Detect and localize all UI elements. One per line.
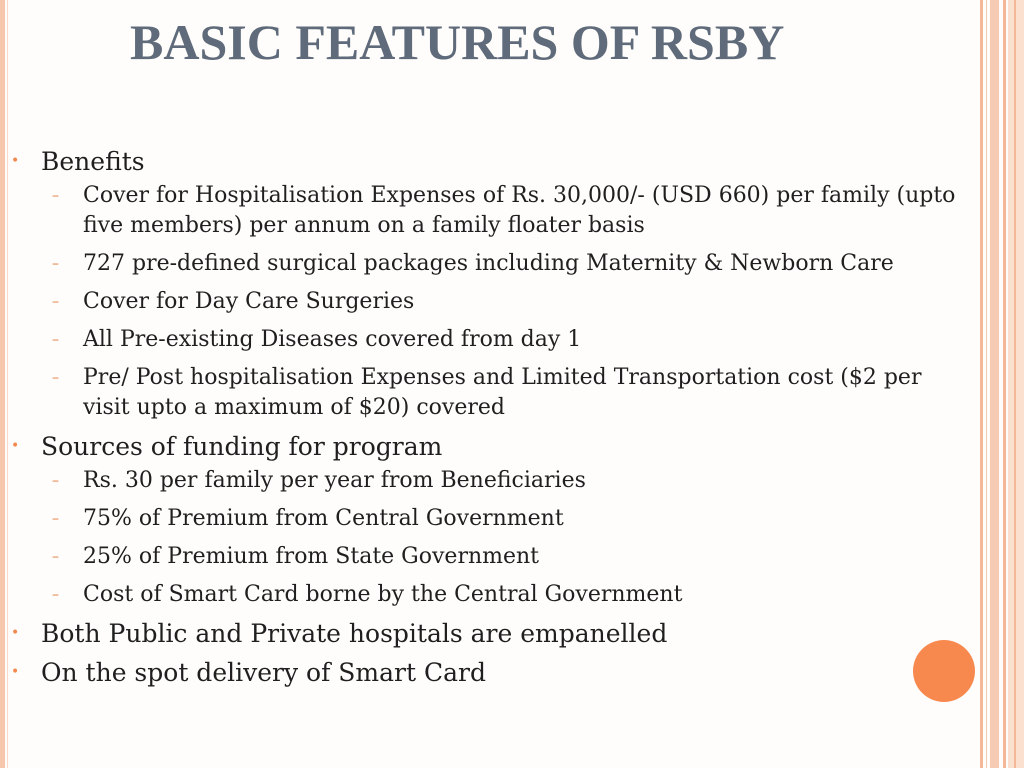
sub-item (10, 542, 975, 572)
right-stripe (990, 0, 999, 768)
sub-item (10, 363, 975, 423)
dash-icon: – (52, 256, 59, 272)
bullet-item (10, 146, 975, 423)
dash-icon: – (52, 473, 59, 489)
sub-item-text: 25% of Premium from State Government (83, 544, 540, 569)
sub-item (10, 466, 975, 496)
bullet-icon: • (11, 664, 20, 680)
bullet-text: Both Public and Private hospitals are empanelled (41, 619, 668, 648)
bullet-text: Benefits (41, 147, 145, 176)
right-stripe (1008, 0, 1024, 768)
dash-icon: – (52, 188, 59, 204)
bullet-list (10, 146, 975, 696)
slide-title: BASIC FEATURES OF RSBY (130, 14, 785, 70)
sub-item-text: Pre/ Post hospitalisation Expenses and Limited Transportation cost ($2 per visit upto a maximum of $20) covered (83, 365, 922, 420)
right-stripe (1014, 0, 1016, 768)
right-stripe (1003, 0, 1006, 768)
sub-item (10, 287, 975, 317)
bullet-icon: • (11, 625, 20, 641)
sub-item-text: 727 pre-defined surgical packages including Maternity & Newborn Care (83, 251, 894, 276)
decorative-circle (913, 640, 975, 702)
left-border-line (7, 0, 8, 768)
right-stripe (986, 0, 987, 768)
dash-icon: – (52, 294, 59, 310)
sub-list (41, 181, 975, 423)
bullet-item (10, 431, 975, 610)
sub-item (10, 580, 975, 610)
sub-item-text: 75% of Premium from Central Government (83, 506, 564, 531)
bullet-text: Sources of funding for program (41, 432, 443, 461)
dash-icon: – (52, 511, 59, 527)
dash-icon: – (52, 549, 59, 565)
sub-item-text: Cover for Day Care Surgeries (83, 289, 415, 314)
sub-item-text: All Pre-existing Diseases covered from day 1 (83, 327, 582, 352)
dash-icon: – (52, 587, 59, 603)
sub-list (41, 466, 975, 610)
sub-item-text: Cost of Smart Card borne by the Central Government (83, 582, 683, 607)
bullet-icon: • (11, 438, 20, 454)
bullet-text: On the spot delivery of Smart Card (41, 658, 486, 687)
sub-item (10, 181, 975, 241)
sub-item (10, 504, 975, 534)
bullet-icon: • (11, 153, 20, 169)
sub-item-text: Rs. 30 per family per year from Beneficiaries (83, 468, 586, 493)
sub-item-text: Cover for Hospitalisation Expenses of Rs. 30,000/- (USD 660) per family (upto five members) per annum on a family floater basis (83, 183, 956, 238)
right-stripe (980, 0, 983, 768)
dash-icon: – (52, 370, 59, 386)
sub-item (10, 249, 975, 279)
bullet-item (10, 618, 975, 649)
sub-item (10, 325, 975, 355)
bullet-item (10, 657, 975, 688)
left-border-stripe (0, 0, 5, 768)
dash-icon: – (52, 332, 59, 348)
